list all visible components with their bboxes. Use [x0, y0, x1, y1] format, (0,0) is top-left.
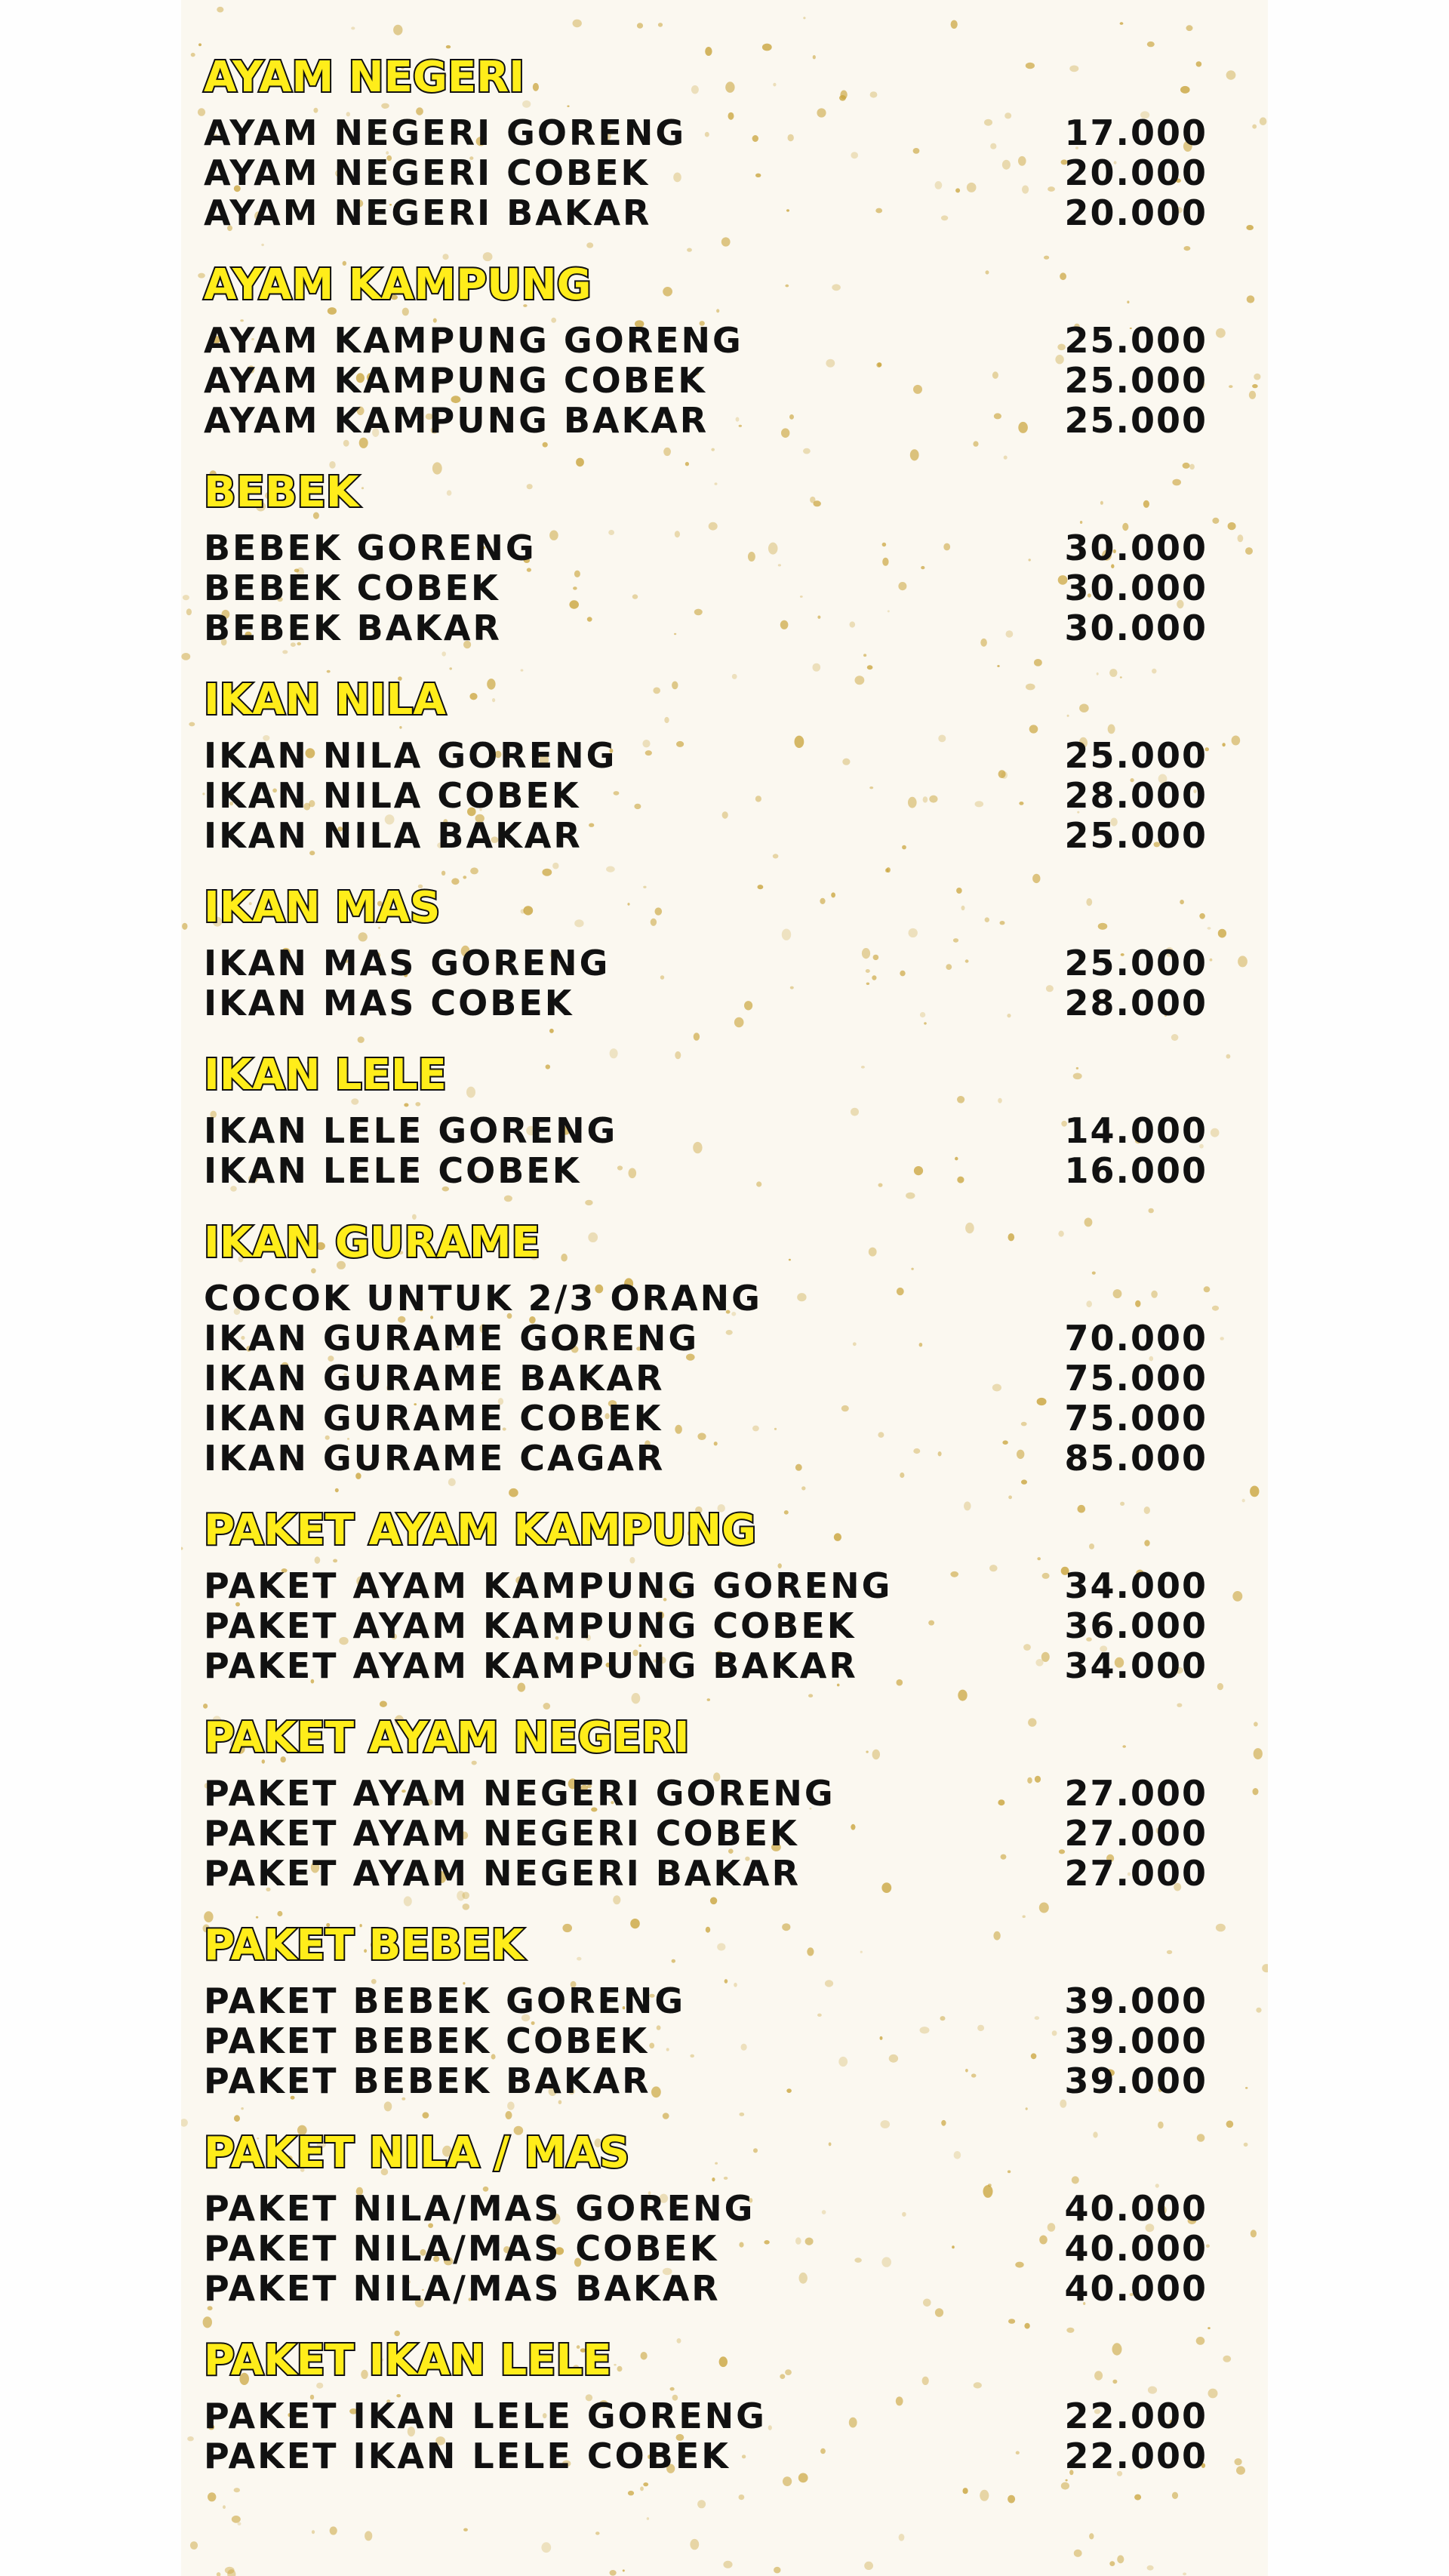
item-name: PAKET IKAN LELE GORENG — [204, 2396, 767, 2436]
speckle — [186, 608, 192, 615]
speckle — [1226, 1054, 1231, 1059]
category-title: PAKET NILA / MAS — [204, 2128, 630, 2177]
speckle — [1212, 1306, 1219, 1311]
item-price: 25.000 — [1064, 943, 1208, 983]
menu-item — [204, 1774, 1208, 1814]
speckle — [610, 2570, 617, 2576]
speckle — [637, 23, 643, 28]
item-price: 28.000 — [1064, 775, 1208, 816]
menu-item — [204, 193, 1208, 233]
item-price: 28.000 — [1064, 983, 1208, 1023]
speckle — [351, 26, 355, 29]
speckle — [1229, 385, 1232, 388]
item-price: 75.000 — [1064, 1358, 1208, 1399]
item-price: 40.000 — [1064, 2188, 1208, 2229]
menu-item — [204, 816, 1208, 856]
speckle — [541, 2542, 551, 2553]
item-name: AYAM KAMPUNG COBEK — [204, 360, 707, 401]
section-paket-ayam-kampung — [204, 1506, 1208, 1686]
menu-item — [204, 2189, 1208, 2229]
speckle — [1212, 518, 1219, 524]
menu-item — [204, 568, 1208, 608]
category-title: PAKET IKAN LELE — [204, 2336, 612, 2385]
item-name: IKAN LELE GORENG — [204, 1110, 618, 1151]
item-name: BEBEK COBEK — [204, 568, 500, 608]
section-ikan-gurame — [204, 1218, 1208, 1479]
category-title: IKAN GURAME — [204, 1218, 540, 1267]
speckle — [1217, 1683, 1223, 1690]
menu-item — [204, 321, 1208, 361]
speckle — [1208, 2327, 1211, 2329]
speckle — [573, 20, 582, 28]
section-paket-nila-mas — [204, 2128, 1208, 2309]
menu-item — [204, 1439, 1208, 1479]
item-name: IKAN LELE COBEK — [204, 1150, 582, 1191]
item-name: IKAN NILA COBEK — [204, 775, 581, 816]
menu-item — [204, 2436, 1208, 2476]
item-name: PAKET NILA/MAS GORENG — [204, 2188, 755, 2229]
item-price: 40.000 — [1064, 2268, 1208, 2309]
section-ikan-mas — [204, 883, 1208, 1023]
item-name: PAKET AYAM KAMPUNG GORENG — [204, 1565, 893, 1606]
speckle — [1245, 547, 1253, 555]
item-price: 36.000 — [1064, 1605, 1208, 1646]
menu-item — [204, 1606, 1208, 1646]
speckle — [1120, 22, 1124, 25]
speckle — [1220, 1337, 1224, 1340]
item-price: 34.000 — [1064, 1565, 1208, 1606]
speckle — [223, 2505, 226, 2509]
item-name: PAKET AYAM NEGERI GORENG — [204, 1773, 835, 1814]
item-price: 30.000 — [1064, 568, 1208, 608]
category-title: IKAN NILA — [204, 676, 446, 725]
speckle — [1256, 2008, 1261, 2013]
item-name: IKAN GURAME CAGAR — [204, 1438, 666, 1479]
speckle — [1208, 2389, 1218, 2399]
menu-item — [204, 2061, 1208, 2101]
item-price: 27.000 — [1064, 1773, 1208, 1814]
item-price: 25.000 — [1064, 360, 1208, 401]
item-price: 34.000 — [1064, 1645, 1208, 1686]
speckle — [899, 2534, 905, 2541]
item-price: 85.000 — [1064, 1438, 1208, 1479]
speckle — [217, 7, 223, 13]
item-price: 22.000 — [1064, 2436, 1208, 2476]
item-price: 39.000 — [1064, 2020, 1208, 2061]
menu-item — [204, 1854, 1208, 1894]
speckle — [951, 20, 958, 29]
menu-item — [204, 736, 1208, 776]
section-paket-ikan-lele — [204, 2336, 1208, 2476]
category-title: IKAN MAS — [204, 883, 441, 932]
speckle — [1223, 2356, 1231, 2362]
menu-item — [204, 1359, 1208, 1399]
speckle — [1254, 374, 1260, 380]
speckle — [1216, 1924, 1226, 1932]
speckle — [463, 2528, 468, 2531]
speckle — [181, 1547, 183, 1550]
item-name: AYAM NEGERI BAKAR — [204, 192, 652, 233]
menu-item — [204, 943, 1208, 983]
speckle — [446, 45, 451, 48]
speckle — [658, 23, 663, 27]
speckle — [1147, 42, 1155, 47]
item-price: 27.000 — [1064, 1853, 1208, 1894]
menu-item — [204, 1646, 1208, 1686]
item-price: 25.000 — [1064, 815, 1208, 856]
speckle — [1254, 1748, 1263, 1759]
speckle — [1235, 2458, 1242, 2465]
item-price: 20.000 — [1064, 192, 1208, 233]
speckle — [1247, 295, 1255, 303]
item-name: PAKET AYAM NEGERI BAKAR — [204, 1853, 801, 1894]
menu-item — [204, 776, 1208, 816]
item-name: PAKET NILA/MAS BAKAR — [204, 2268, 721, 2309]
speckle — [623, 2569, 625, 2571]
item-name: PAKET AYAM NEGERI COBEK — [204, 1813, 799, 1854]
category-title: PAKET BEBEK — [204, 1921, 524, 1970]
speckle — [1226, 70, 1236, 79]
menu-item — [204, 2021, 1208, 2061]
speckle — [595, 2531, 600, 2534]
item-price: 25.000 — [1064, 320, 1208, 361]
item-price: 25.000 — [1064, 735, 1208, 776]
serving-note: COCOK UNTUK 2/3 ORANG — [204, 1278, 762, 1319]
menu-panel — [181, 0, 1268, 2576]
speckle — [1074, 2550, 1082, 2557]
speckle — [181, 653, 190, 660]
menu-item — [204, 1111, 1208, 1151]
speckle — [803, 17, 805, 19]
item-name: PAKET AYAM KAMPUNG COBEK — [204, 1605, 857, 1646]
item-name: IKAN NILA GORENG — [204, 735, 617, 776]
speckle — [217, 2572, 221, 2576]
speckle — [690, 2539, 699, 2550]
menu-item — [204, 1981, 1208, 2021]
speckle — [1238, 956, 1247, 967]
speckle — [190, 2541, 198, 2550]
menu-item — [204, 153, 1208, 193]
menu-item — [204, 608, 1208, 648]
speckle — [182, 923, 187, 930]
item-price: 39.000 — [1064, 2060, 1208, 2101]
speckle — [187, 2436, 194, 2441]
speckle — [1252, 125, 1257, 129]
item-price: 17.000 — [1064, 112, 1208, 153]
menu-item — [204, 361, 1208, 401]
item-price: 25.000 — [1064, 400, 1208, 441]
speckle — [1249, 391, 1256, 399]
speckle — [1245, 2087, 1247, 2089]
speckle — [1117, 2555, 1124, 2563]
menu-item — [204, 2229, 1208, 2269]
speckle — [1262, 1964, 1268, 1972]
speckle — [1222, 743, 1225, 746]
category-title: BEBEK — [204, 468, 359, 517]
speckle — [864, 2562, 873, 2570]
item-name: PAKET AYAM KAMPUNG BAKAR — [204, 1645, 858, 1686]
section-ikan-nila — [204, 676, 1208, 856]
menu-item — [204, 1814, 1208, 1854]
speckle — [183, 595, 189, 600]
speckle — [1232, 1591, 1242, 1602]
speckle — [723, 2561, 732, 2568]
item-price: 16.000 — [1064, 1150, 1208, 1191]
speckle — [1232, 736, 1241, 746]
item-price: 27.000 — [1064, 1813, 1208, 1854]
item-price: 30.000 — [1064, 528, 1208, 568]
speckle — [1252, 384, 1258, 388]
speckle — [1186, 25, 1193, 31]
category-title: IKAN LELE — [204, 1051, 447, 1100]
speckle — [1236, 2466, 1245, 2474]
item-price: 30.000 — [1064, 608, 1208, 648]
speckle — [181, 2119, 188, 2127]
speckle — [330, 2526, 337, 2534]
section-ayam-kampung — [204, 260, 1208, 441]
speckle — [1216, 328, 1226, 338]
speckle — [762, 44, 772, 51]
item-price: 70.000 — [1064, 1318, 1208, 1359]
speckle — [312, 2530, 315, 2534]
menu-item — [204, 528, 1208, 568]
speckle — [1253, 1788, 1259, 1795]
speckle — [774, 2567, 780, 2574]
item-name: AYAM NEGERI GORENG — [204, 112, 687, 153]
item-name: IKAN MAS COBEK — [204, 983, 574, 1023]
item-name: AYAM KAMPUNG BAKAR — [204, 400, 709, 441]
speckle — [1260, 117, 1267, 125]
speckle — [1250, 1486, 1259, 1497]
speckle — [1183, 2572, 1186, 2575]
speckle — [1208, 927, 1211, 930]
menu-item — [204, 983, 1208, 1023]
speckle — [191, 53, 195, 57]
speckle — [1089, 2533, 1094, 2539]
speckle — [1226, 2121, 1234, 2128]
menu-content — [204, 53, 1208, 2504]
speckle — [189, 722, 195, 727]
item-name: IKAN MAS GORENG — [204, 943, 611, 983]
speckle — [647, 2517, 649, 2520]
speckle — [1228, 522, 1236, 530]
item-price: 39.000 — [1064, 1980, 1208, 2021]
item-name: BEBEK GORENG — [204, 528, 537, 568]
menu-item — [204, 1566, 1208, 1606]
speckle — [1147, 2565, 1154, 2571]
item-name: IKAN NILA BAKAR — [204, 815, 583, 856]
speckle — [1109, 2561, 1115, 2566]
item-price: 40.000 — [1064, 2228, 1208, 2269]
item-name: PAKET NILA/MAS COBEK — [204, 2228, 719, 2269]
speckle — [1244, 2143, 1248, 2147]
section-ikan-lele — [204, 1051, 1208, 1191]
speckle — [1246, 225, 1254, 230]
menu-item — [204, 113, 1208, 153]
category-title: AYAM NEGERI — [204, 53, 525, 102]
item-name: AYAM NEGERI COBEK — [204, 152, 651, 193]
menu-item — [204, 2269, 1208, 2309]
item-name: IKAN GURAME BAKAR — [204, 1358, 665, 1399]
menu-item — [204, 1151, 1208, 1191]
item-name: PAKET BEBEK COBEK — [204, 2020, 650, 2061]
category-title: PAKET AYAM KAMPUNG — [204, 1506, 757, 1555]
item-price: 20.000 — [1064, 152, 1208, 193]
item-name: PAKET BEBEK BAKAR — [204, 2060, 651, 2101]
section-paket-bebek — [204, 1921, 1208, 2101]
section-ayam-negeri — [204, 53, 1208, 233]
speckle — [232, 2516, 241, 2523]
item-name: PAKET IKAN LELE COBEK — [204, 2436, 731, 2476]
item-price: 75.000 — [1064, 1398, 1208, 1439]
speckle — [1218, 929, 1226, 938]
item-name: IKAN GURAME COBEK — [204, 1398, 663, 1439]
speckle — [365, 2531, 372, 2541]
item-price: 14.000 — [1064, 1110, 1208, 1151]
speckle — [1238, 534, 1244, 542]
item-name: BEBEK BAKAR — [204, 608, 502, 648]
speckle — [1211, 1128, 1220, 1137]
menu-item — [204, 2396, 1208, 2436]
section-bebek — [204, 468, 1208, 648]
section-paket-ayam-negeri — [204, 1713, 1208, 1894]
menu-item — [204, 1399, 1208, 1439]
speckle — [1251, 2230, 1257, 2237]
item-name: IKAN GURAME GORENG — [204, 1318, 700, 1359]
speckle — [1242, 1499, 1245, 1503]
menu-item — [204, 401, 1208, 441]
speckle — [1254, 1722, 1258, 1726]
menu-item — [204, 1319, 1208, 1359]
speckle — [393, 25, 402, 35]
category-title: AYAM KAMPUNG — [204, 260, 592, 309]
item-price: 22.000 — [1064, 2396, 1208, 2436]
category-title: PAKET AYAM NEGERI — [204, 1713, 690, 1762]
speckle — [1210, 959, 1213, 962]
item-name: AYAM KAMPUNG GORENG — [204, 320, 743, 361]
item-name: PAKET BEBEK GORENG — [204, 1980, 686, 2021]
speckle — [198, 43, 202, 46]
